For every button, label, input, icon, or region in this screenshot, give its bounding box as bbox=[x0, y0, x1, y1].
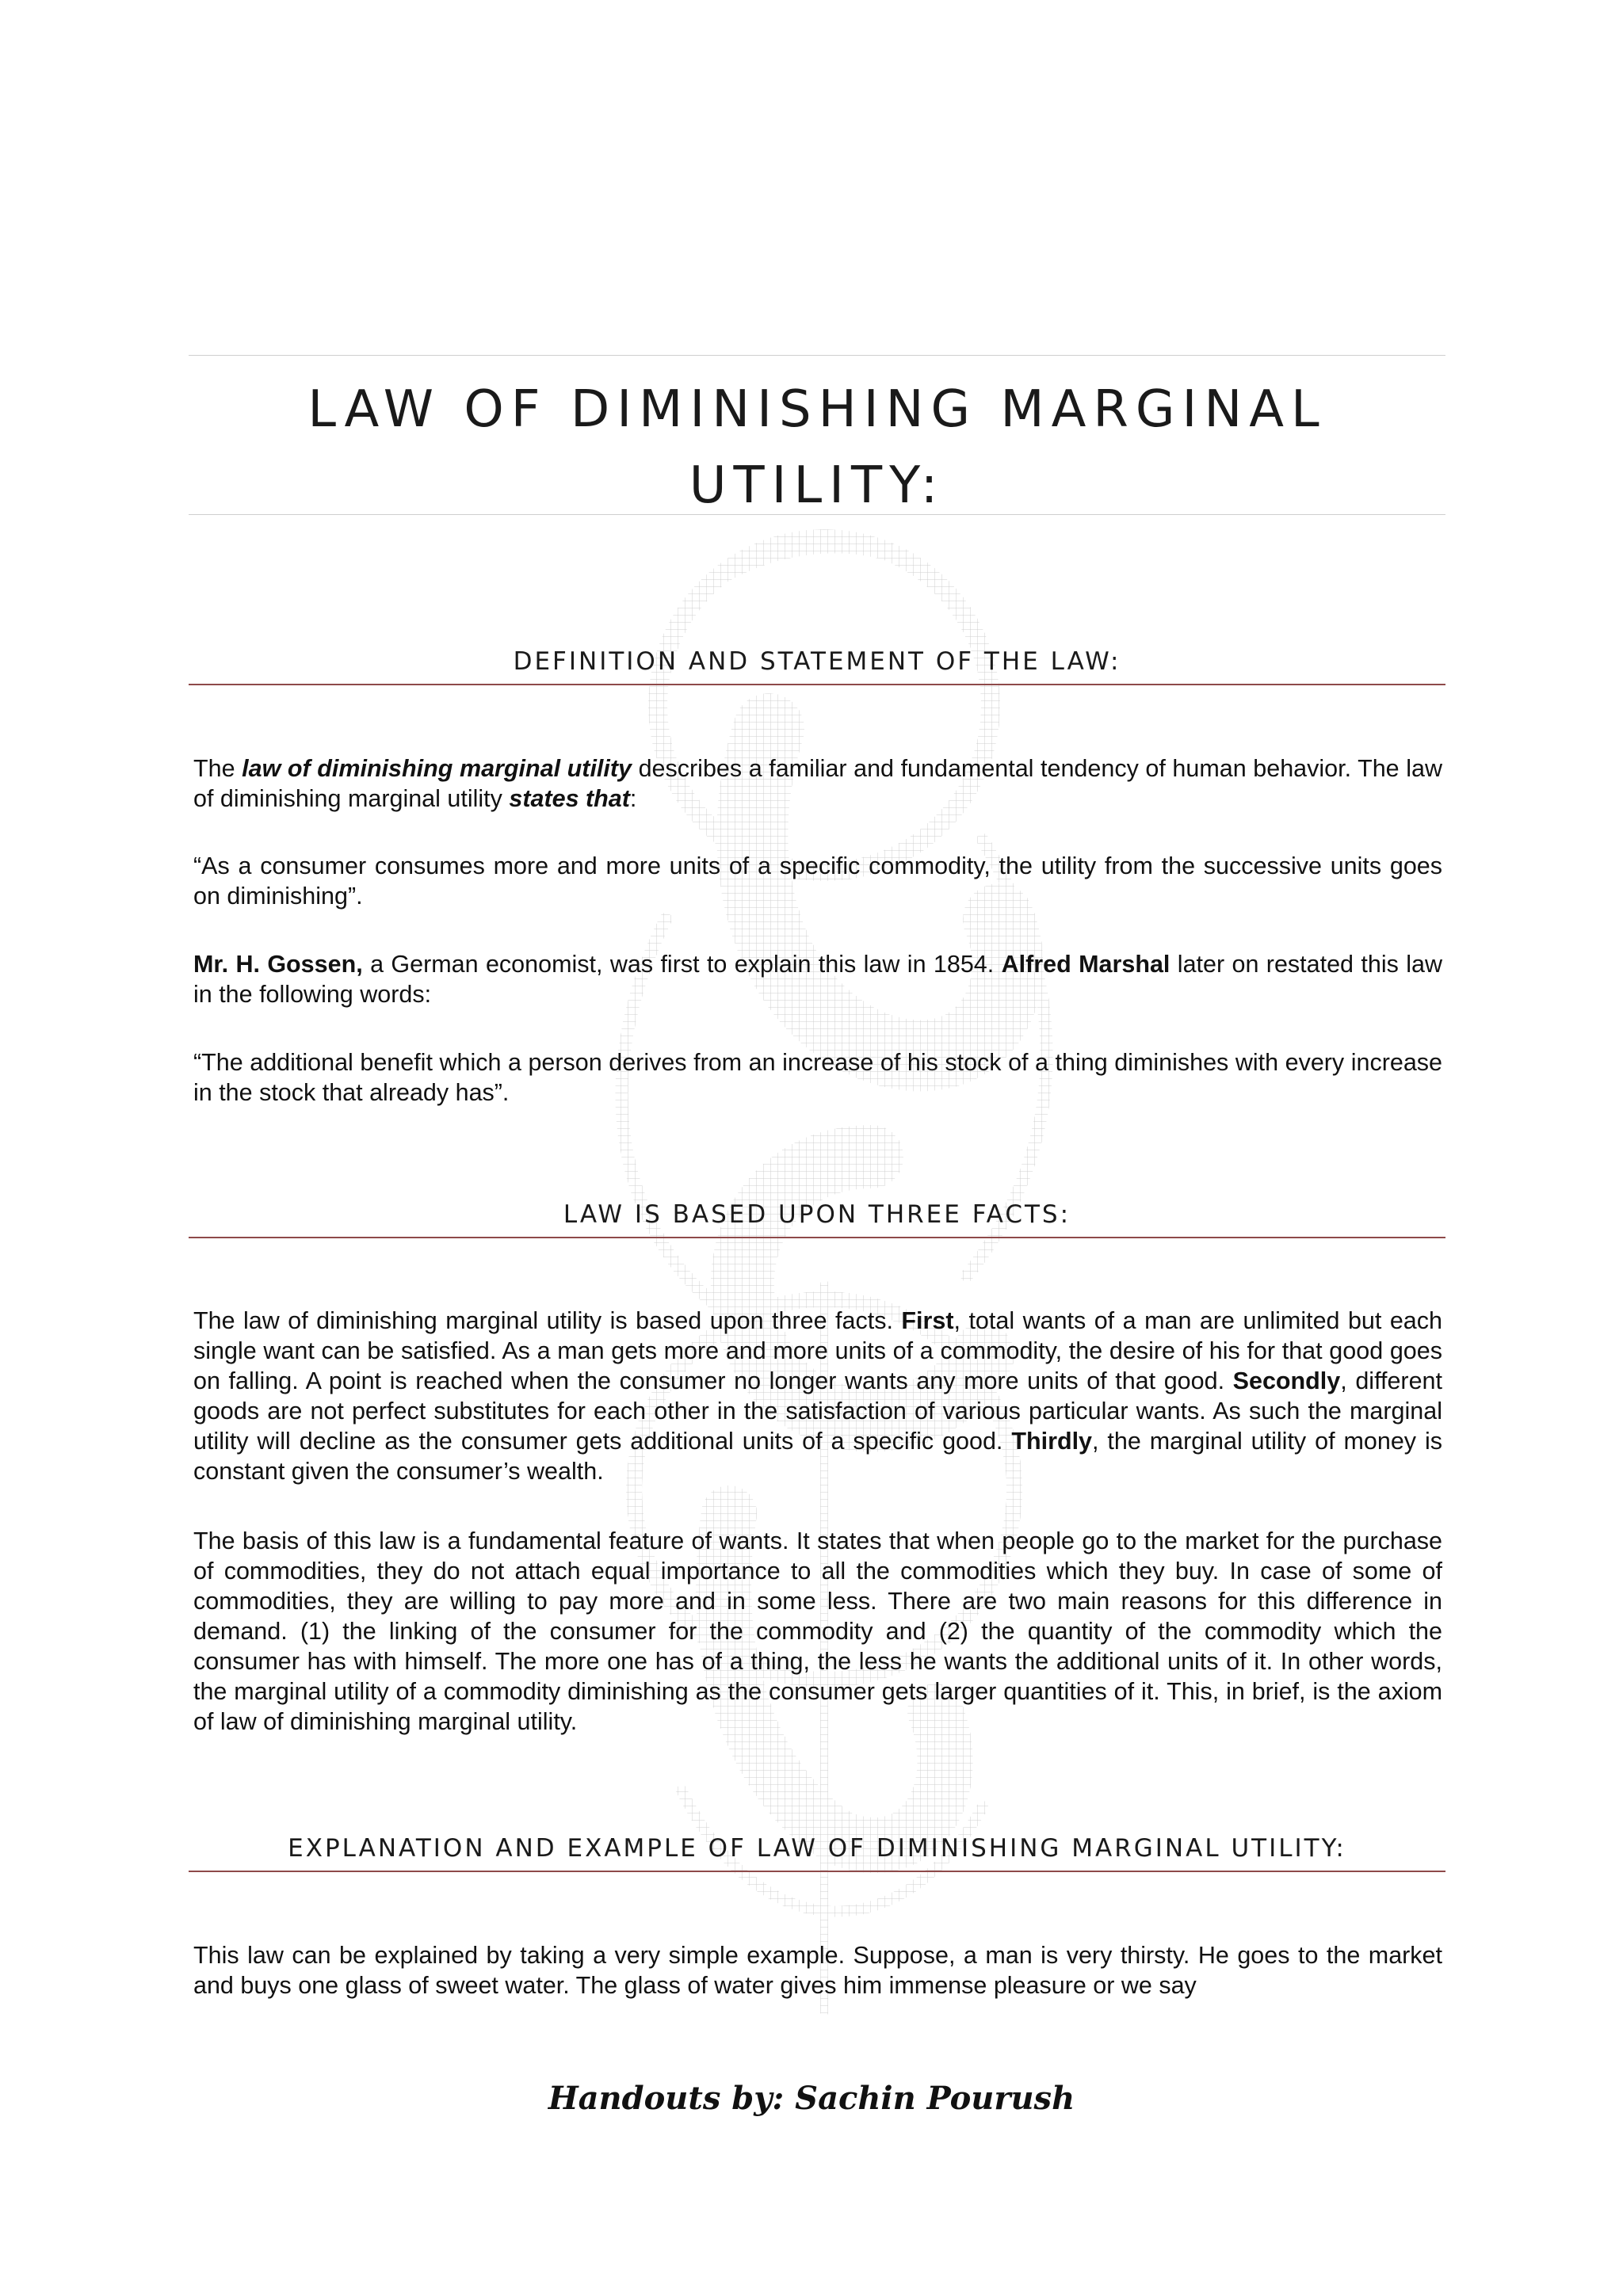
text-run: : bbox=[629, 785, 637, 812]
emphasis-secondly: Secondly bbox=[1232, 1367, 1341, 1394]
definition-quote-1: “As a consumer consumes more and more units of a specific commodity, the utility from the successive units goes on diminishing”. bbox=[193, 852, 1442, 910]
text-run: , the marginal utility of money is constant given the consumer’s wealth. bbox=[193, 1428, 1442, 1485]
emphasis-law-name: law of diminishing marginal utility bbox=[242, 755, 632, 782]
explanation-paragraph-1: This law can be explained by taking a very simple example. Suppose, a man is very thirsty. He goes to the market and buys one glass of sweet water. The glass of water gives him immense pleasure or we say bbox=[193, 1942, 1442, 1999]
text-run: describes a familiar and fundamental tendency of human behavior. The law of diminishing marginal utility bbox=[193, 755, 1442, 812]
text-run: a German economist, was first to explain this law in 1854. bbox=[362, 951, 1002, 978]
title-block bbox=[189, 355, 1445, 515]
definition-paragraph-1 bbox=[193, 753, 1442, 814]
definition-quote-2: “The additional benefit which a person derives from an increase of his stock of a thing diminishes with every increase in the stock that already has”. bbox=[193, 1049, 1442, 1106]
footer-credit: Handouts by: Sachin Pourush bbox=[548, 2080, 1075, 2117]
text-run: The bbox=[193, 755, 242, 782]
definition-paragraph-gossen bbox=[193, 949, 1442, 1009]
text-run: , different goods are not perfect substitutes for each other in the satisfaction of various particular wants. As such the marginal utility will decline as the consumer gets additional units of a specific good. bbox=[193, 1367, 1442, 1455]
page-title-line-2: UTILITY: bbox=[689, 456, 945, 515]
emphasis-marshal: Alfred Marshal bbox=[1001, 951, 1170, 978]
facts-paragraph-1 bbox=[193, 1306, 1442, 1486]
section-heading-facts: LAW IS BASED UPON THREE FACTS: bbox=[189, 1199, 1445, 1238]
emphasis-states-that: states that bbox=[509, 785, 630, 812]
emphasis-first: First bbox=[901, 1307, 954, 1334]
text-run: later on restated this law in the following words: bbox=[193, 951, 1442, 1008]
facts-paragraph-2: The basis of this law is a fundamental feature of wants. It states that when people go to the market for the purchase of commodities, they do not attach equal importance to all the commodities which they buy. In case of some of commodities, they are willing to pay more and in some less. There are two main reasons for this difference in demand. (1) the linking of the consumer for the commodity and (2) the quantity of the commodity which the consumer has with himself. The more one has of a thing, the less he wants the additional units of it. In other words, the marginal utility of a commodity diminishing as the consumer gets larger quantities of it. This, in brief, is the axiom of law of diminishing marginal utility. bbox=[193, 1527, 1442, 1735]
text-run: The law of diminishing marginal utility is based upon three facts. bbox=[193, 1307, 902, 1334]
section-heading-definition: DEFINITION AND STATEMENT OF THE LAW: bbox=[189, 646, 1445, 685]
emphasis-gossen: Mr. H. Gossen, bbox=[193, 951, 363, 978]
section-heading-explanation: EXPLANATION AND EXAMPLE OF LAW OF DIMINISHING MARGINAL UTILITY: bbox=[189, 1833, 1445, 1872]
emphasis-thirdly: Thirdly bbox=[1011, 1428, 1093, 1455]
page-title bbox=[189, 372, 1445, 524]
text-run: , total wants of a man are unlimited but each single want can be satisfied. As a man gets more and more units of a commodity, the desire of his for that good goes on falling. A point is reached when the consumer no longer wants any more units of that good. bbox=[193, 1307, 1442, 1394]
page-title-line-1: LAW OF DIMINISHING MARGINAL bbox=[307, 380, 1327, 439]
